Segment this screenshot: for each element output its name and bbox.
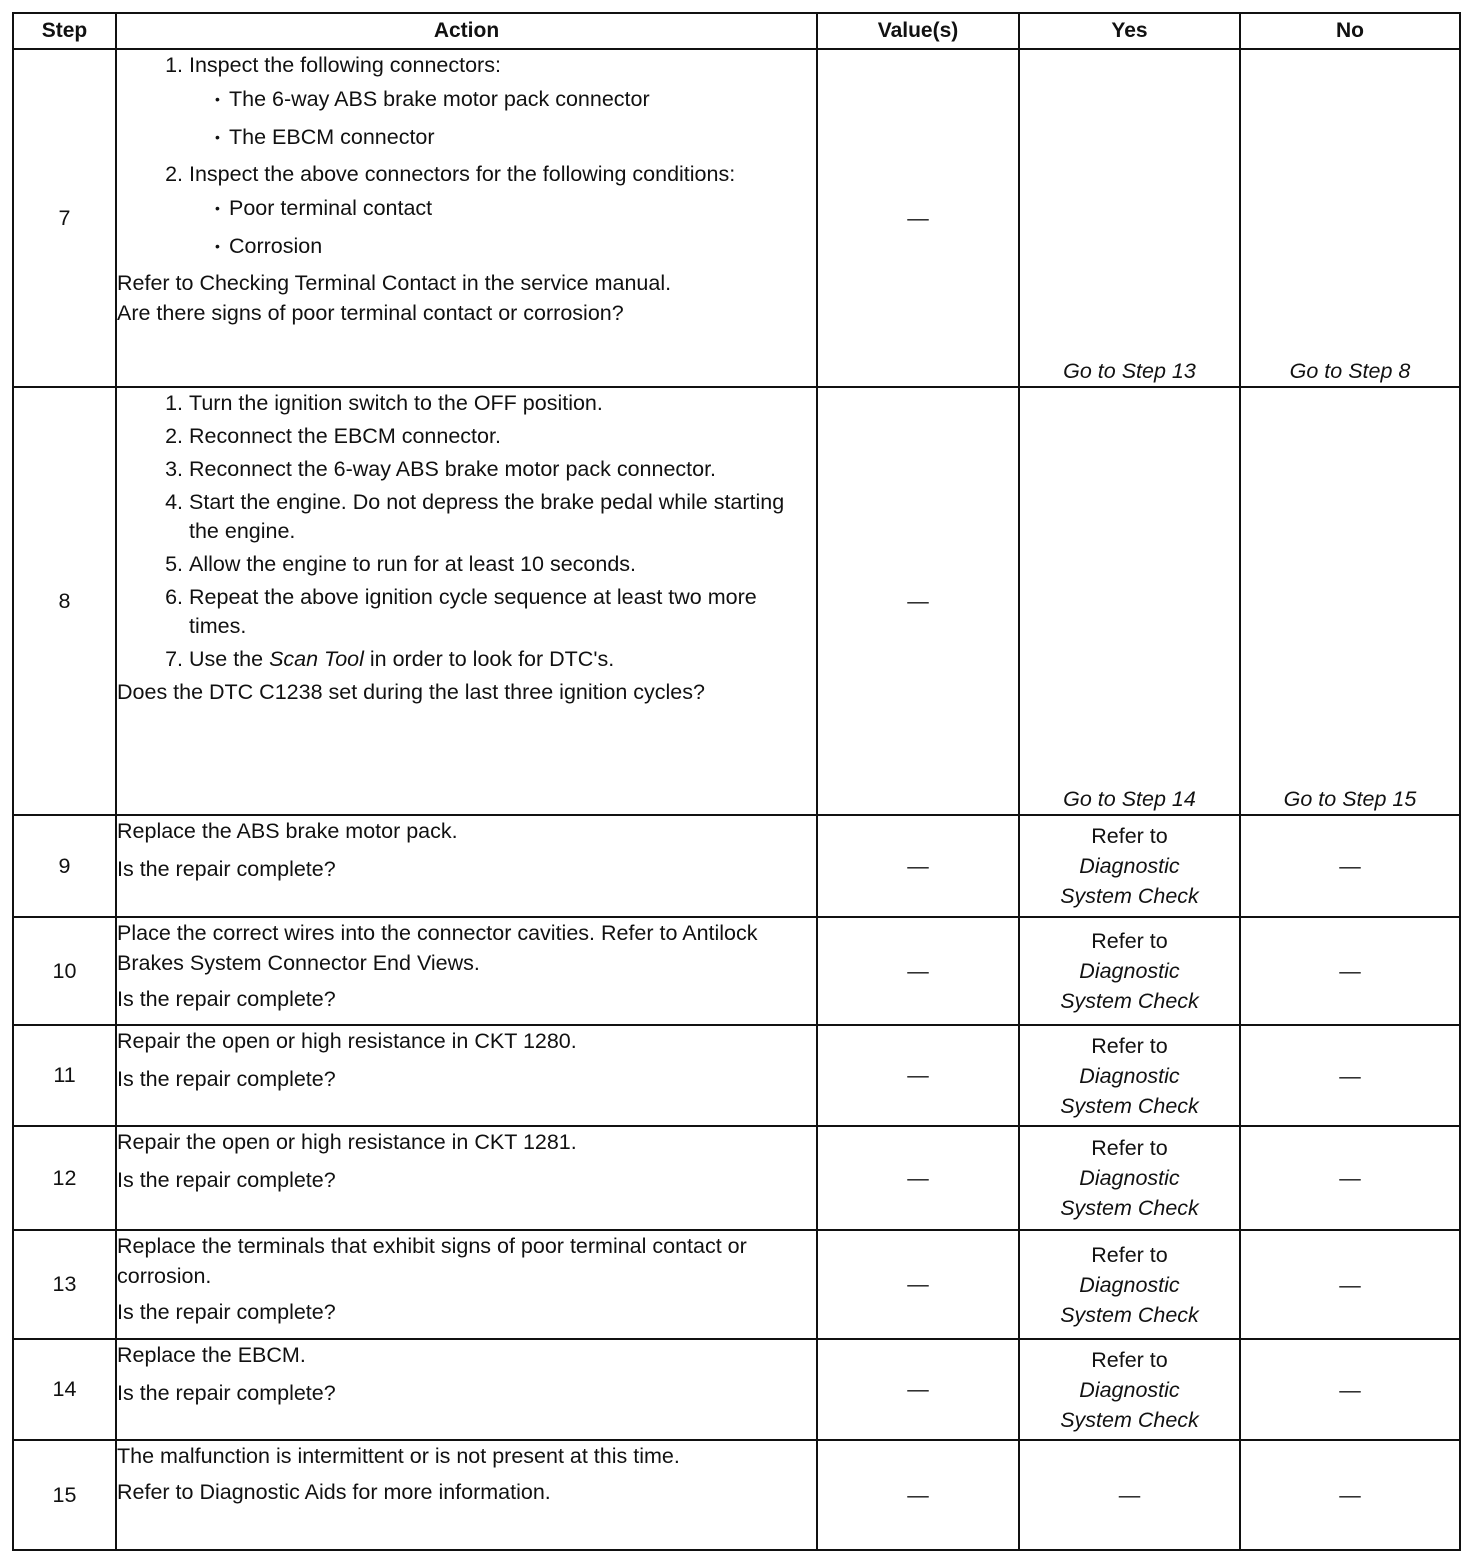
action-question: Is the repair complete? <box>117 987 336 1011</box>
refer-line: System Check <box>1060 1093 1199 1118</box>
step-number: 14 <box>13 1339 116 1440</box>
step-number: 7 <box>13 49 116 387</box>
no-cell: — <box>1240 1230 1460 1339</box>
table-row <box>13 1339 1460 1440</box>
action-cell <box>116 1339 817 1440</box>
bullet-item: • Corrosion <box>229 227 816 265</box>
action-text: Replace the EBCM. <box>117 1343 306 1367</box>
action-text: Repair the open or high resistance in CKT 1281. <box>117 1130 577 1154</box>
refer-line: Diagnostic <box>1079 854 1180 878</box>
no-cell: — <box>1240 1025 1460 1126</box>
value-cell: — <box>817 1126 1019 1230</box>
action-text: Repair the open or high resistance in CKT 1280. <box>117 1029 577 1053</box>
bullet-item: • The EBCM connector <box>229 118 816 156</box>
action-step <box>189 644 816 677</box>
action-step: 2. Reconnect the EBCM connector. <box>189 421 816 454</box>
action-note: Refer to Diagnostic Aids for more information. <box>117 1480 551 1504</box>
action-question: Is the repair complete? <box>117 857 336 881</box>
table-row <box>13 1230 1460 1339</box>
action-text: The malfunction is intermittent or is not present at this time. <box>117 1444 680 1468</box>
bullet-item: • The 6-way ABS brake motor pack connector <box>229 80 816 118</box>
step-number: 9 <box>13 815 116 917</box>
refer-line: Refer to <box>1091 1136 1168 1160</box>
action-cell <box>116 1025 817 1126</box>
value-cell: — <box>817 917 1019 1025</box>
action-question: Is the repair complete? <box>117 1381 336 1405</box>
table-row <box>13 49 1460 387</box>
action-cell <box>116 1440 817 1550</box>
header-yes: Yes <box>1019 13 1240 49</box>
yes-cell: Go to Step 14 <box>1019 387 1240 815</box>
no-cell: — <box>1240 1440 1460 1550</box>
action-step-text: Inspect the following connectors: <box>189 53 501 77</box>
value-cell: — <box>817 815 1019 917</box>
action-step: 1. Turn the ignition switch to the OFF position. <box>189 388 816 421</box>
yes-cell: Go to Step 13 <box>1019 49 1240 387</box>
action-step <box>189 159 816 268</box>
refer-line: Refer to <box>1091 1242 1168 1267</box>
action-step-text: Inspect the above connectors for the following conditions: <box>189 162 736 186</box>
action-cell <box>116 387 817 815</box>
step-number: 12 <box>13 1126 116 1230</box>
action-cell <box>116 49 817 387</box>
refer-line: System Check <box>1060 1302 1199 1327</box>
header-values: Value(s) <box>817 13 1019 49</box>
refer-line: Refer to <box>1091 929 1168 953</box>
action-step-text: Use the <box>189 647 270 671</box>
scan-tool-term: Scan Tool <box>269 647 364 671</box>
action-question: Is the repair complete? <box>117 1300 336 1324</box>
refer-line: System Check <box>1060 989 1199 1013</box>
diagnostic-table <box>12 12 1461 1551</box>
step-number: 8 <box>13 387 116 815</box>
action-cell <box>116 1230 817 1339</box>
action-step-text: in order to look for DTC's. <box>363 647 615 671</box>
action-cell <box>116 917 817 1025</box>
action-note: Refer to Checking Terminal Contact in the service manual. <box>117 271 672 295</box>
refer-line: Diagnostic <box>1079 959 1180 983</box>
header-action: Action <box>116 13 817 49</box>
refer-line: Diagnostic <box>1079 1063 1180 1088</box>
step-number: 15 <box>13 1440 116 1550</box>
no-cell: — <box>1240 1126 1460 1230</box>
refer-line: Diagnostic <box>1079 1166 1180 1190</box>
no-cell: Go to Step 15 <box>1240 387 1460 815</box>
value-cell: — <box>817 1440 1019 1550</box>
step-number: 10 <box>13 917 116 1025</box>
action-text: Place the correct wires into the connector cavities. Refer to Antilock Brakes System Connector End Views. <box>117 921 758 975</box>
yes-cell: — <box>1019 1440 1240 1550</box>
bullet-list <box>189 80 816 156</box>
action-step: 4. Start the engine. Do not depress the brake pedal while starting the engine. <box>189 487 816 549</box>
action-steps <box>117 50 816 268</box>
refer-line: Diagnostic <box>1079 1272 1180 1297</box>
action-question: Are there signs of poor terminal contact or corrosion? <box>117 301 624 325</box>
action-question: Is the repair complete? <box>117 1168 336 1192</box>
value-cell: — <box>817 1339 1019 1440</box>
no-cell: — <box>1240 815 1460 917</box>
bullet-item: • Poor terminal contact <box>229 189 816 227</box>
bullet-list <box>189 189 816 265</box>
no-cell: — <box>1240 1339 1460 1440</box>
table-row <box>13 1126 1460 1230</box>
action-step <box>189 50 816 159</box>
refer-line: System Check <box>1060 1407 1199 1432</box>
yes-cell <box>1019 815 1240 917</box>
refer-line: Diagnostic <box>1079 1377 1180 1402</box>
refer-line: Refer to <box>1091 1033 1168 1058</box>
table-row <box>13 917 1460 1025</box>
header-no: No <box>1240 13 1460 49</box>
action-text: Replace the ABS brake motor pack. <box>117 819 458 843</box>
yes-cell <box>1019 1339 1240 1440</box>
header-row <box>13 13 1460 49</box>
action-step: 5. Allow the engine to run for at least 10 seconds. <box>189 549 816 582</box>
value-cell: — <box>817 387 1019 815</box>
yes-cell <box>1019 917 1240 1025</box>
action-cell <box>116 815 817 917</box>
action-step: 6. Repeat the above ignition cycle sequence at least two more times. <box>189 582 816 644</box>
no-cell: — <box>1240 917 1460 1025</box>
refer-line: Refer to <box>1091 824 1168 848</box>
value-cell: — <box>817 1230 1019 1339</box>
value-cell: — <box>817 49 1019 387</box>
action-steps <box>117 388 816 677</box>
step-number: 13 <box>13 1230 116 1339</box>
refer-line: System Check <box>1060 1196 1199 1220</box>
yes-cell <box>1019 1025 1240 1126</box>
table-row <box>13 1440 1460 1550</box>
yes-cell <box>1019 1126 1240 1230</box>
header-step: Step <box>13 13 116 49</box>
action-question: Is the repair complete? <box>117 1067 336 1091</box>
table-row <box>13 387 1460 815</box>
action-question: Does the DTC C1238 set during the last three ignition cycles? <box>117 680 705 704</box>
table-row <box>13 1025 1460 1126</box>
table-row <box>13 815 1460 917</box>
action-cell <box>116 1126 817 1230</box>
no-cell: Go to Step 8 <box>1240 49 1460 387</box>
refer-line: Refer to <box>1091 1347 1168 1372</box>
action-step: 3. Reconnect the 6-way ABS brake motor pack connector. <box>189 454 816 487</box>
step-number: 11 <box>13 1025 116 1126</box>
yes-cell <box>1019 1230 1240 1339</box>
action-text: Replace the terminals that exhibit signs of poor terminal contact or corrosion. <box>117 1234 747 1288</box>
value-cell: — <box>817 1025 1019 1126</box>
refer-line: System Check <box>1060 884 1199 908</box>
